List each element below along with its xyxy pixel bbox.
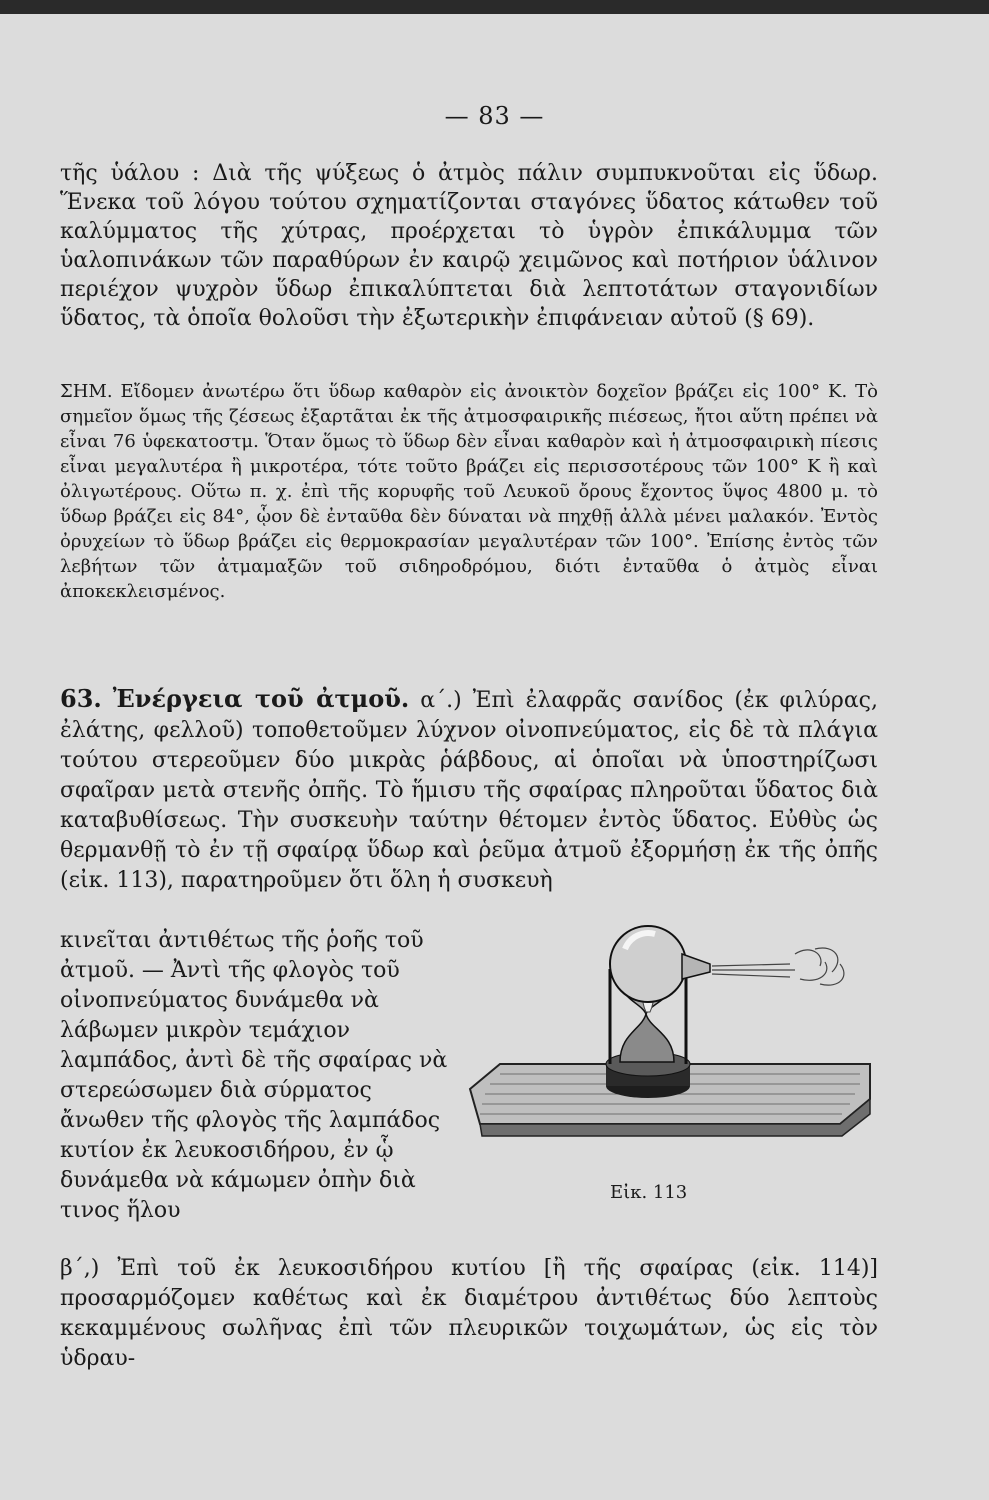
figure-113 <box>460 924 880 1194</box>
paragraph-4 <box>60 1254 878 1374</box>
scan-edge <box>0 0 989 14</box>
section-number: 63. <box>60 684 102 713</box>
paragraph-1 <box>60 159 878 333</box>
book-page <box>0 14 989 1500</box>
paragraph-4-text: β΄,) Ἐπὶ τοῦ ἐκ λευκοσιδήρου κυτίου [ἢ τῆς σφαίρας (εἰκ. 114)] προσαρμόζομεν καθέτως καὶ ἐκ διαμέτρου ἀντιθέτως δύο λεπτοὺς κεκαμμένους σωλῆνας ἐπὶ τῶν πλευρικῶν τοιχωμάτων, ὡς εἰς τὸν ὑδραυ- <box>60 1256 878 1371</box>
note-text: ΣΗΜ. Εἴδομεν ἀνωτέρω ὅτι ὕδωρ καθαρὸν εἰς ἀνοικτὸν δοχεῖον βράζει εἰς 100° Κ. Τὸ σημεῖον ὅμως τῆς ζέσεως ἐξαρτᾶται ἐκ τῆς ἀτμοσφαιρικῆς πιέσεως, ἤτοι αὕτη πρέπει νὰ εἶναι 76 ὑφεκατοστμ. Ὅταν ὅμως τὸ ὕδωρ δὲν εἶναι καθαρὸν καὶ ἡ ἀτμοσφαιρικὴ πίεσις εἶναι μεγαλυτέρα ἢ μικροτέρα, τότε τοῦτο βράζει εἰς περισσοτέρους τῶν 100° Κ ἢ καὶ ὀλιγωτέρους. Οὕτω π. χ. ἐπὶ τῆς κορυφῆς τοῦ Λευκοῦ ὄρους ἔχοντος ὕψος 4800 μ. τὸ ὕδωρ βράζει εἰς 84°, ᾧον δὲ ἐνταῦθα δὲν δύναται νὰ πηχθῇ ἀλλὰ μένει μαλακόν. Ἐντὸς ὀρυχείων τὸ ὕδωρ βράζει εἰς θερμοκρασίαν μεγαλυτέραν τῶν 100°. Ἐπίσης ἐντὸς τῶν λεβήτων τῶν ἀτμαμαξῶν τοῦ σιδηροδρόμου, διότι ἐνταῦθα ὁ ἀτμὸς εἶναι ἀποκεκλεισμένος. <box>60 381 878 602</box>
section-title: Ἐνέργεια τοῦ ἀτμοῦ. <box>112 684 410 713</box>
section-text: α΄.) Ἐπὶ ἐλαφρᾶς σανίδος (ἐκ φιλύρας, ἐλάτης, φελλοῦ) τοποθετοῦμεν λύχνον οἰνοπνεύματος, εἰς δὲ τὰ πλάγια τούτου στερεοῦμεν δύο μικρὰς ῥάβδους, αἱ ὁποῖαι νὰ ὑποστηρίζωσι σφαῖραν μετὰ στενῆς ὀπῆς. Τὸ ἥμισυ τῆς σφαίρας πληροῦται ὕδατος διὰ καταβυθίσεως. Τὴν συσκευὴν ταύτην θέτομεν ἐντὸς ὕδατος. Εὐθὺς ὡς θερμανθῇ τὸ ἐν τῇ σφαίρᾳ ὕδωρ καὶ ῥεῦμα ἀτμοῦ ἐξορμήσῃ ἐκ τῆς ὀπῆς (εἰκ. 113), παρατηροῦμεν ὅτι ὅλη ἡ συσκευὴ <box>60 688 878 893</box>
section-63-paragraph <box>60 684 878 896</box>
section-63 <box>60 684 878 896</box>
steam-apparatus-illustration <box>460 924 880 1194</box>
figure-caption: Εἰκ. 113 <box>610 1182 688 1203</box>
note-block <box>60 379 878 604</box>
paragraph-1-text: τῆς ὑάλου : Διὰ τῆς ψύξεως ὁ ἀτμὸς πάλιν συμπυκνοῦται εἰς ὕδωρ. Ἕνεκα τοῦ λόγου τούτου σχηματίζονται σταγόνες ὕδατος κάτωθεν τοῦ καλύμματος τῆς χύτρας, προέρχεται τὸ ὑγρὸν ἐπικάλυμμα τῶν ὑαλοπινάκων τῶν παραθύρων ἐν καιρῷ χειμῶνος καὶ ποτήριον ὑάλινον περιέχον ψυχρὸν ὕδωρ ἐπικαλύπτεται διὰ λεπτοτάτων σταγονιδίων ὕδατος, τὰ ὁποῖα θολοῦσι τὴν ἐξωτερικὴν ἐπιφάνειαν αὐτοῦ (§ 69). <box>60 161 878 331</box>
left-column-text: κινεῖται ἀντιθέτως τῆς ῥοῆς τοῦ ἀτμοῦ. — Ἀντὶ τῆς φλογὸς τοῦ οἰνοπνεύματος δυνάμεθα νὰ λάβωμεν μικρὸν τεμάχιον λαμπάδος, ἀντὶ δὲ τῆς σφαίρας νὰ στερεώσωμεν διὰ σύρματος ἄνωθεν τῆς φλογὸς τῆς λαμπάδος κυτίον ἐκ λευκοσιδήρου, ἐν ᾧ δυνάμεθα νὰ κάμωμεν ὀπὴν διὰ τινος ἥλου <box>60 928 448 1223</box>
page-number: — 83 — <box>444 102 545 130</box>
left-column <box>60 926 450 1226</box>
